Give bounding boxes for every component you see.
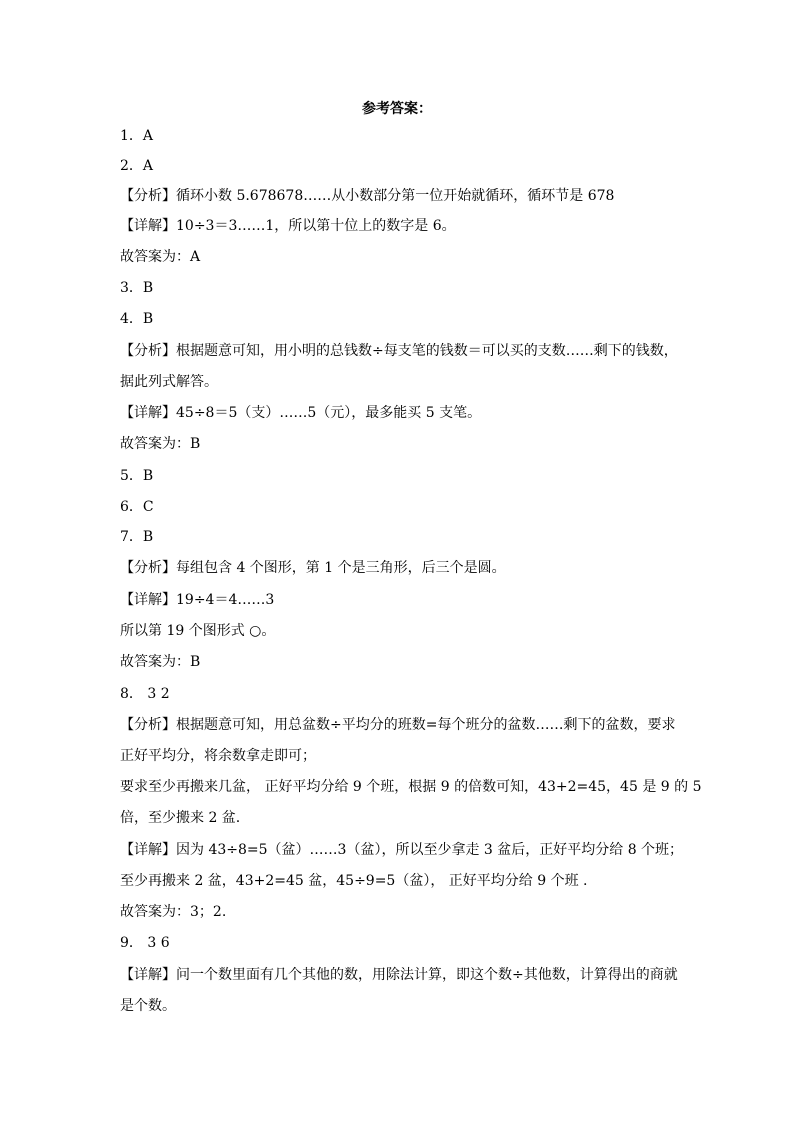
analysis-4-line-2: 据此列式解答。: [120, 374, 218, 390]
conclusion-7: 故答案为：B: [120, 654, 201, 670]
answer-3: 3．B: [120, 280, 154, 296]
detail-8-line-1: 【详解】因为 43÷8=5（盆）……3（盆），所以至少拿走 3 盆后，正好平均分给 8 个班；: [120, 842, 684, 858]
detail-9-line-1: 【详解】问一个数里面有几个其他的数，用除法计算，即这个数÷其他数，计算得出的商就: [120, 967, 678, 983]
answer-9: 9． 3 6: [120, 935, 170, 951]
answer-7: 7．B: [120, 529, 154, 545]
detail-7-line-2: 所以第 19 个图形式 ○。: [120, 623, 276, 639]
analysis-8-line-4: 倍，至少搬来 2 盆.: [120, 810, 241, 826]
analysis-8-line-3: 要求至少再搬来几盆， 正好平均分给 9 个班，根据 9 的倍数可知，43+2=45，45 是 9 的 5: [120, 779, 702, 795]
conclusion-4: 故答案为：B: [120, 436, 201, 452]
detail-7: 【详解】19÷4＝4……3: [120, 592, 275, 608]
conclusion-2: 故答案为：A: [120, 249, 201, 265]
answer-6: 6．C: [120, 499, 154, 515]
detail-9-line-2: 是个数。: [120, 998, 176, 1014]
answer-4: 4．B: [120, 311, 154, 327]
answer-8: 8． 3 2: [120, 686, 170, 702]
detail-2: 【详解】10÷3＝3……1，所以第十位上的数字是 6。: [120, 218, 456, 234]
conclusion-8: 故答案为：3；2.: [120, 904, 227, 920]
analysis-8-line-2: 正好平均分，将余数拿走即可；: [120, 748, 316, 764]
detail-4: 【详解】45÷8＝5（支）……5（元），最多能买 5 支笔。: [120, 405, 482, 421]
answer-1: 1．A: [120, 128, 154, 144]
answer-2: 2．A: [120, 158, 154, 174]
page-title: 参考答案：: [362, 101, 432, 117]
analysis-4-line-1: 【分析】根据题意可知，用小明的总钱数÷每支笔的钱数＝可以买的支数……剩下的钱数，: [120, 343, 678, 359]
analysis-8-line-1: 【分析】根据题意可知，用总盆数÷平均分的班数=每个班分的盆数……剩下的盆数，要求: [120, 717, 676, 733]
analysis-2: 【分析】循环小数 5.678678……从小数部分第一位开始就循环，循环节是 678: [120, 188, 615, 204]
answer-5: 5．B: [120, 468, 154, 484]
detail-8-line-2: 至少再搬来 2 盆，43+2=45 盆，45÷9=5（盆）， 正好平均分给 9 个班 .: [120, 873, 588, 889]
analysis-7: 【分析】每组包含 4 个图形，第 1 个是三角形，后三个是圆。: [120, 560, 506, 576]
